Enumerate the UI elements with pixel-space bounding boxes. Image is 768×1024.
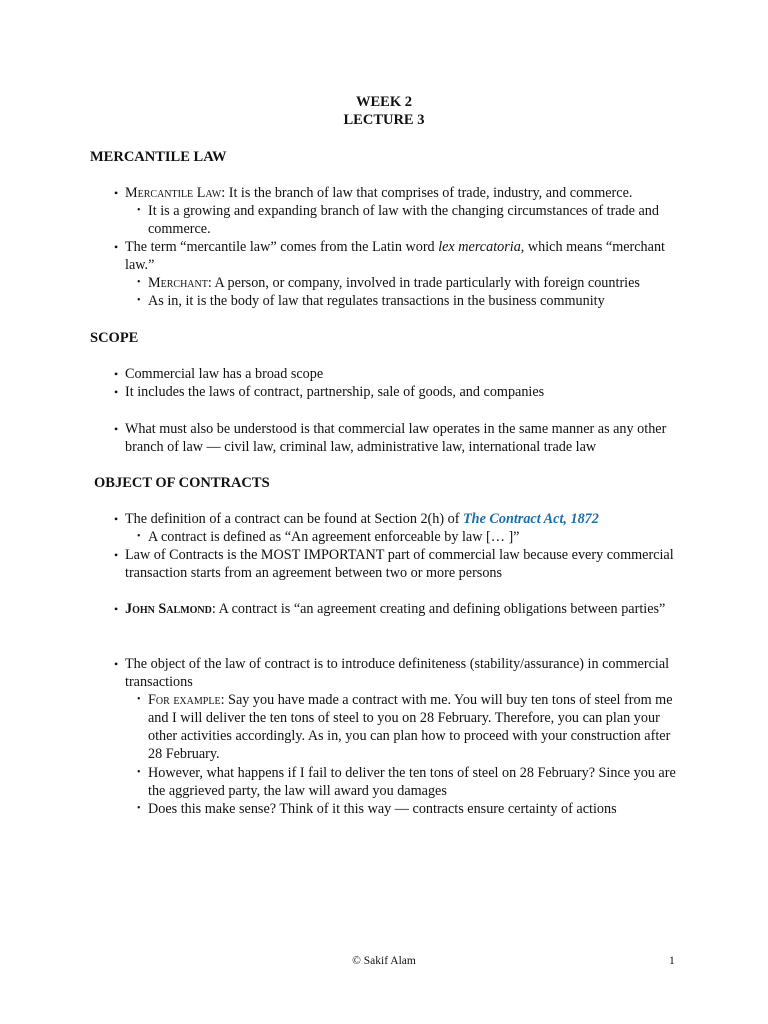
bullet-icon: • [114, 548, 119, 562]
lecture-heading: LECTURE 3 [343, 112, 425, 128]
list-item [137, 528, 678, 546]
list-item [114, 184, 685, 202]
bullet-icon: • [137, 694, 141, 705]
bullet-icon: • [137, 531, 141, 542]
list-item [114, 655, 685, 691]
list-item-text: : Say you have made a contract with me. You will buy ten tons of steel from me and I will deliver the ten tons of steel to you on 28 February. Therefore, you can plan your other activities accordingly. As in, you can plan how to proceed with your construction after 28 February. [148, 692, 673, 762]
list-item-text: However, what happens if I fail to deliver the ten tons of steel on 28 February? Since you are the aggrieved party, the law will award you damages [148, 765, 676, 799]
list-item [137, 800, 678, 818]
list-item [114, 546, 685, 582]
term-for-example: For example [148, 692, 221, 708]
list-item [137, 202, 678, 238]
latin-term: lex mercatoria [438, 239, 521, 255]
page-number: 1 [669, 955, 675, 967]
list-item [114, 600, 685, 618]
list-item-text: , which means “merchant law.” [125, 239, 665, 273]
list-item-text: It includes the laws of contract, partnership, sale of goods, and companies [125, 384, 545, 400]
list-item [137, 292, 678, 310]
contract-act-link[interactable]: The Contract Act, 1872 [463, 511, 599, 527]
list-item-text: Law of Contracts is the MOST IMPORTANT part of commercial law because every commercial transaction starts from an agreement between two or more persons [125, 547, 674, 581]
bullet-icon: • [114, 240, 119, 254]
term-john-salmond: John Salmond [125, 601, 212, 617]
list-item-text: What must also be understood is that commercial law operates in the same manner as any other branch of law — civil law, criminal law, administrative law, international trade law [125, 421, 667, 455]
list-item-text: The definition of a contract can be found at Section 2(h) of [125, 511, 464, 527]
list-item-text: As in, it is the body of law that regulates transactions in the business community [148, 293, 605, 309]
list-item-text: The object of the law of contract is to introduce definiteness (stability/assurance) in commercial transactions [125, 656, 670, 690]
list-item-text: The term “mercantile law” comes from the Latin word [125, 239, 439, 255]
list-item [114, 510, 685, 528]
list-item-text: Does this make sense? Think of it this way — contracts ensure certainty of actions [148, 801, 617, 817]
footer-author: © Sakif Alam [352, 955, 416, 967]
bullet-icon: • [114, 512, 119, 526]
list-item [137, 691, 678, 763]
list-item [137, 764, 678, 800]
term-mercantile-law: Mercantile Law [125, 185, 222, 201]
list-item [137, 274, 678, 292]
bullet-icon: • [114, 657, 119, 671]
list-item-text: : A person, or company, involved in trade particularly with foreign countries [207, 275, 640, 291]
list-item-text: It is a growing and expanding branch of law with the changing circumstances of trade and commerce. [148, 203, 659, 237]
section-title-object-of-contracts: OBJECT OF CONTRACTS [94, 475, 270, 491]
bullet-icon: • [137, 277, 141, 288]
list-item [114, 420, 685, 456]
bullet-icon: • [114, 422, 119, 436]
section-title-scope: SCOPE [90, 330, 139, 346]
bullet-icon: • [137, 295, 141, 306]
list-item-text: : It is the branch of law that comprises of trade, industry, and commerce. [221, 185, 633, 201]
bullet-icon: • [114, 602, 119, 616]
list-item [114, 383, 685, 401]
list-item [114, 238, 685, 274]
bullet-icon: • [114, 186, 119, 200]
week-heading: WEEK 2 [356, 94, 412, 110]
bullet-icon: • [137, 767, 141, 778]
bullet-icon: • [114, 385, 119, 399]
bullet-icon: • [137, 205, 141, 216]
term-merchant: Merchant [148, 275, 208, 291]
section-title-mercantile: MERCANTILE LAW [90, 149, 227, 165]
bullet-icon: • [137, 803, 141, 814]
list-item-text: A contract is defined as “An agreement enforceable by law [… ]” [148, 529, 520, 545]
list-item-text: : A contract is “an agreement creating and defining obligations between parties” [211, 601, 666, 617]
bullet-icon: • [114, 367, 119, 381]
list-item-text: Commercial law has a broad scope [125, 366, 324, 382]
list-item [114, 365, 685, 383]
